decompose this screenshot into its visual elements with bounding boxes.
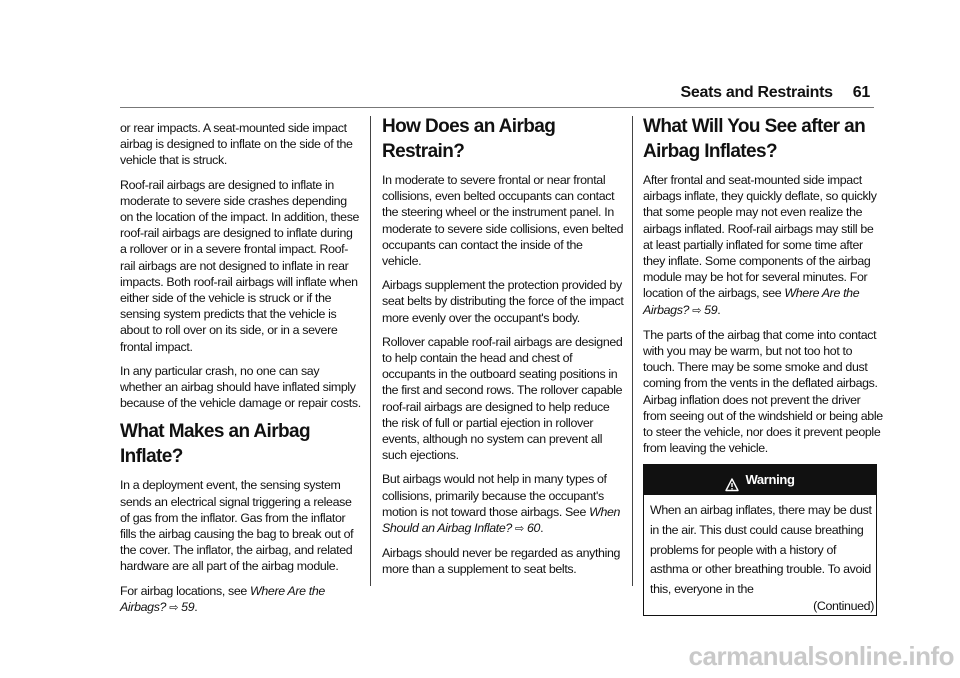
page-reference[interactable]: 59 bbox=[181, 599, 195, 614]
paragraph: The parts of the airbag that come into contact with you may be warm, but not too hot to touch. There may be some smoke and dust coming from the vents in the deflated airbags. Airbag inflation does not prevent the driver from seeing out of the windshield or being able to steer the vehicle, nor does it prevent people from leaving the vehicle. bbox=[643, 327, 883, 456]
watermark: carmanualsonline.info bbox=[688, 641, 954, 671]
paragraph: In moderate to severe frontal or near frontal collisions, even belted occupants can contact the steering wheel or the instrument panel. In moderate to severe side collisions, even belted occupants can contact the inside of the vehicle. bbox=[382, 173, 624, 269]
warning-body: When an airbag inflates, there may be dust in the air. This dust could cause breathing problems for people with a history of asthma or other breathing trouble. To avoid this, everyone in the bbox=[650, 503, 872, 596]
column-3 bbox=[643, 116, 885, 616]
section-title: Seats and Restraints bbox=[680, 84, 833, 101]
warning-triangle-icon bbox=[725, 473, 739, 487]
text: But airbags would not help in many types of collisions, primarily because the occupant's motion is not toward those airbags. See bbox=[382, 472, 607, 519]
text: . bbox=[717, 302, 721, 317]
column-divider bbox=[370, 116, 371, 586]
cross-reference-link[interactable]: When Should an Airbag Inflate? bbox=[382, 504, 621, 536]
paragraph: Roof-rail airbags are designed to inflate in moderate to severe side crashes depending on the location of the impact. In addition, these roof-rail airbags are designed to inflate during a rollover or in a severe frontal impact. Roof-rail airbags are not designed to inflate in rear impacts. Both roof-rail airbags will inflate when either side of the vehicle is struck or if the sensing system predicts that the vehicle is about to roll over on its side, or in a severe frontal impact. bbox=[120, 177, 360, 354]
paragraph bbox=[120, 583, 362, 616]
page-arrow-icon: ⇨ bbox=[692, 304, 702, 317]
column-1 bbox=[120, 120, 362, 624]
page-arrow-icon: ⇨ bbox=[515, 523, 524, 536]
paragraph: In any particular crash, no one can say whether an airbag should have inflated simply because of the vehicle damage or repair costs. bbox=[120, 363, 361, 411]
cross-reference-link[interactable]: Where Are the Airbags? bbox=[643, 286, 860, 317]
section-heading: What Makes an Airbag Inflate? bbox=[120, 421, 311, 468]
header-rule bbox=[120, 107, 874, 108]
text: For airbag locations, see bbox=[120, 583, 251, 598]
warning-header bbox=[644, 465, 876, 495]
page-reference[interactable]: 60 bbox=[527, 521, 541, 536]
paragraph bbox=[643, 172, 885, 319]
paragraph: Airbags supplement the protection provided by seat belts by distributing the force of the impact more evenly over the occupant's body. bbox=[382, 278, 624, 325]
page-reference[interactable]: 59 bbox=[704, 302, 718, 317]
warning-title: Warning bbox=[745, 472, 795, 488]
text: . bbox=[194, 599, 198, 614]
page-arrow-icon: ⇨ bbox=[169, 601, 179, 614]
page-header bbox=[681, 84, 871, 102]
column-divider bbox=[632, 116, 633, 586]
cross-reference-link[interactable]: Where Are the Airbags? bbox=[120, 583, 325, 614]
paragraph: In a deployment event, the sensing system sends an electrical signal triggering a release of gas from the inflator. Gas from the inflator fills the airbag causing the bag to break out of the cover. The inflator, the airbag, and related hardware are all part of the airbag module. bbox=[120, 478, 354, 574]
continued-label: (Continued) bbox=[813, 599, 874, 614]
text: After frontal and seat-mounted side impact airbags inflate, they quickly deflate, so quickly that some people may not even realize the airbags inflated. Roof-rail airbags may still be at least partially inflated for some time after they inflate. Some components of the airbag module may be hot for several minutes. For location of the airbags, see bbox=[643, 173, 877, 301]
column-2 bbox=[382, 116, 624, 586]
warning-box bbox=[643, 464, 877, 616]
text: . bbox=[540, 521, 544, 536]
section-heading: What Will You See after an Airbag Inflates? bbox=[643, 116, 866, 162]
paragraph: Rollover capable roof-rail airbags are designed to help contain the head and chest of occupants in the outboard seating positions in the first and second rows. The rollover capable roof-rail airbags are designed to help reduce the risk of full or partial ejection in rollover events, although no system can prevent all such ejections. bbox=[382, 334, 623, 463]
page-number: 61 bbox=[852, 84, 870, 101]
paragraph: Airbags should never be regarded as anything more than a supplement to seat belts. bbox=[382, 546, 621, 577]
section-heading: How Does an Airbag Restrain? bbox=[382, 116, 556, 162]
paragraph: or rear impacts. A seat-mounted side impact airbag is designed to inflate on the side of the vehicle that is struck. bbox=[120, 121, 353, 168]
paragraph bbox=[382, 471, 624, 537]
